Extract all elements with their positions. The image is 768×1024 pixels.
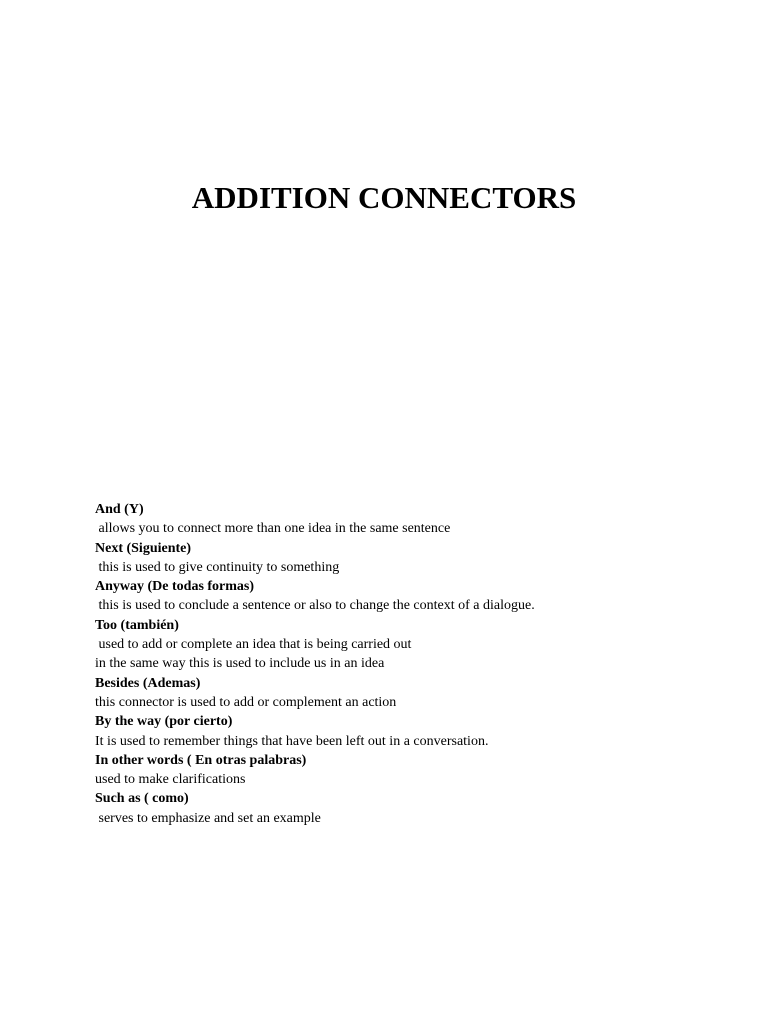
connector-entry [95,616,735,674]
connector-heading: In other words ( En otras palabras) [95,752,307,768]
connector-heading: Next (Siguiente) [95,540,192,556]
connector-description: used to make clarifications [95,772,246,788]
connector-entry [95,500,735,539]
connector-description: this is used to give continuity to something [95,559,340,575]
connector-description: this connector is used to add or complement an action [95,694,397,710]
page-title: ADDITION CONNECTORS [191,180,577,215]
connector-heading: Too (también) [95,617,179,633]
connector-description: used to add or complete an idea that is being carried out [95,637,412,653]
connector-heading: And (Y) [95,502,144,517]
connector-heading: Besides (Ademas) [95,675,201,691]
connector-entry [95,751,735,790]
connector-heading: By the way (por cierto) [95,714,233,730]
connector-description: this is used to conclude a sentence or also to change the context of a dialogue. [95,598,535,614]
connector-heading: Such as ( como) [95,791,189,807]
connector-list [95,500,735,828]
connector-entry [95,674,735,713]
connector-entry [95,712,735,751]
connector-description: It is used to remember things that have been left out in a conversation. [95,733,489,749]
connector-entry [95,539,735,578]
connector-entry [95,789,735,828]
connector-entry [95,577,735,616]
connector-description: allows you to connect more than one idea in the same sentence [95,521,451,537]
connector-heading: Anyway (De todas formas) [95,579,255,595]
connector-description: in the same way this is used to include us in an idea [95,656,385,672]
connector-description: serves to emphasize and set an example [95,810,321,826]
